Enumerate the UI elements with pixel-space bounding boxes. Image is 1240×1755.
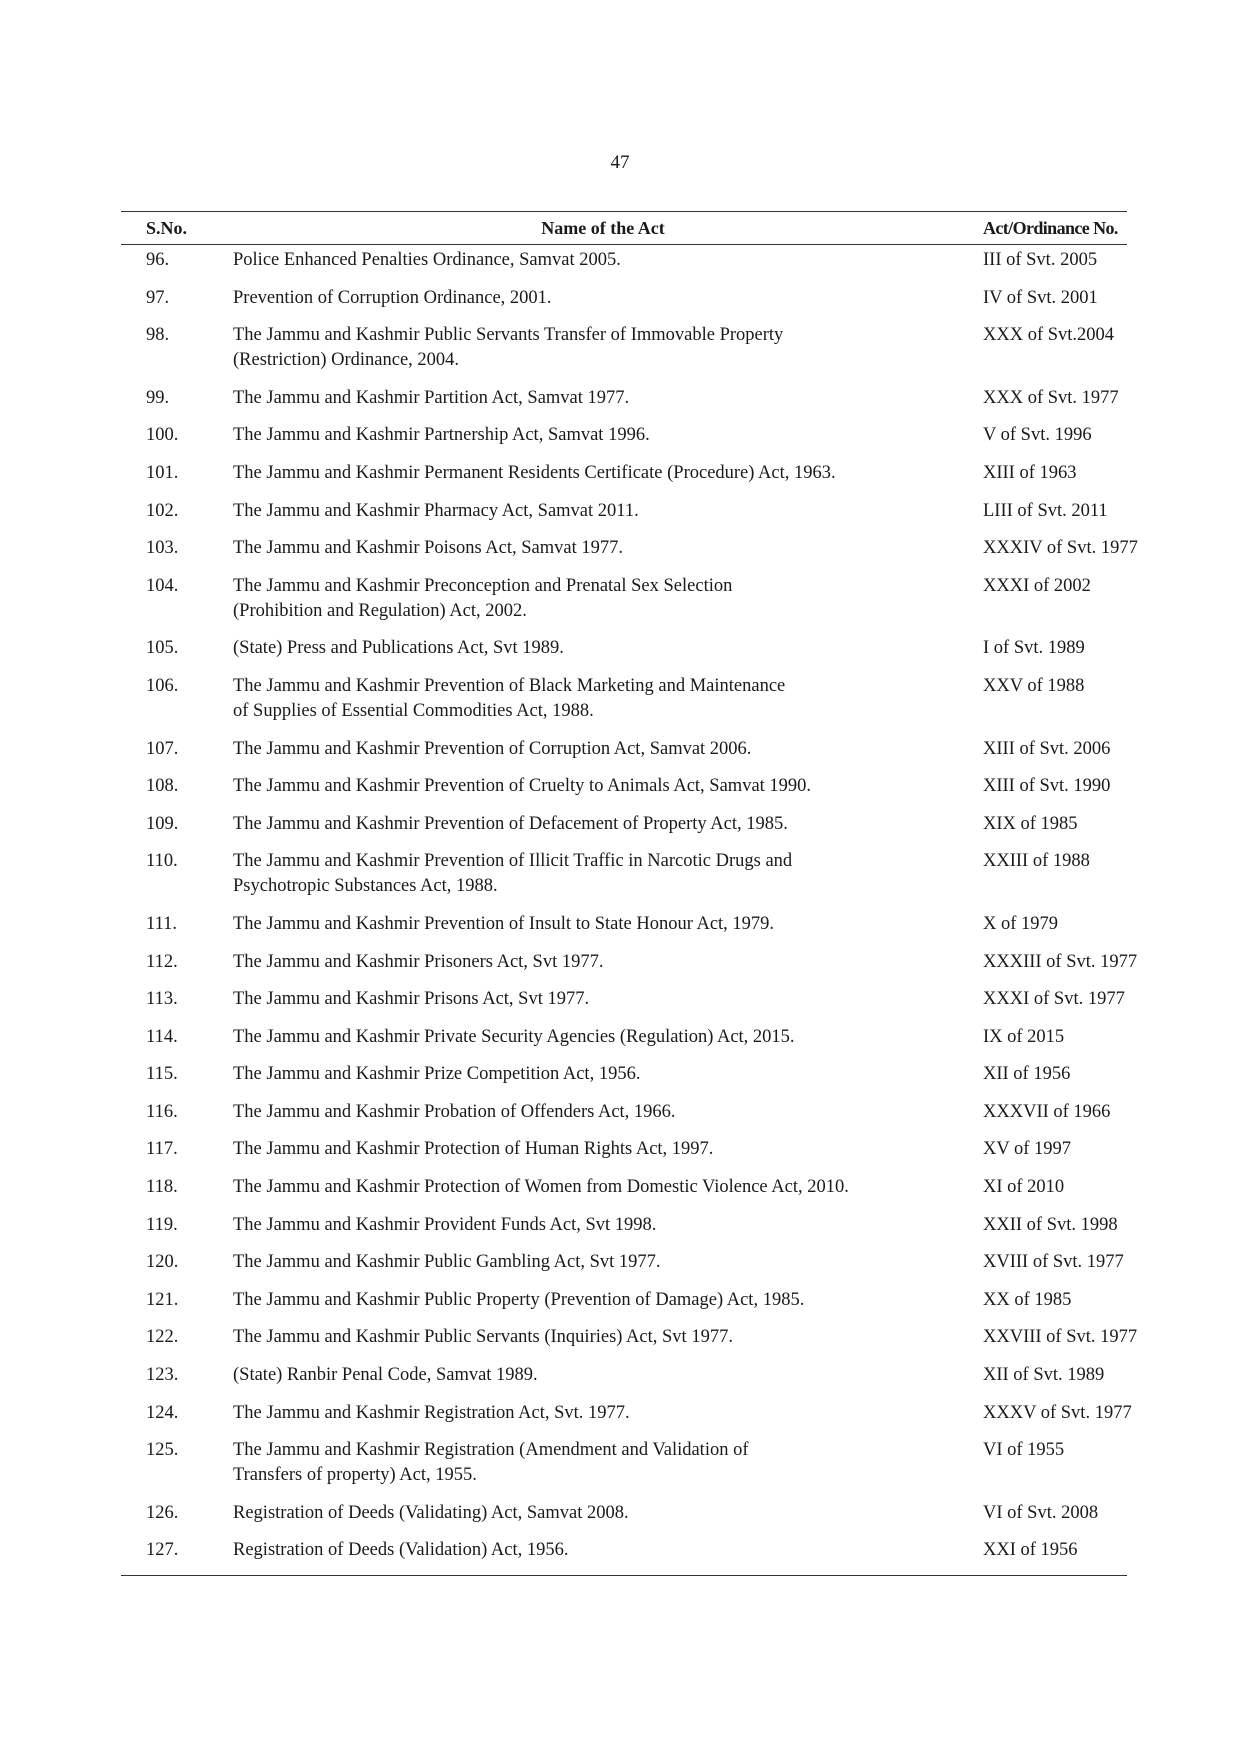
act-name-line: The Jammu and Kashmir Probation of Offenders Act, 1966.	[233, 1101, 676, 1122]
row-act-number: LIII of Svt. 2011	[983, 500, 1108, 521]
row-sno: 125.	[146, 1440, 179, 1461]
acts-table	[121, 211, 1138, 1576]
row-act-number: VI of 1955	[983, 1440, 1065, 1461]
row-act-number: XV of 1997	[983, 1139, 1072, 1160]
row-act-number: XXX of Svt.2004	[983, 325, 1115, 346]
row-sno: 120.	[146, 1252, 179, 1273]
row-sno: 113.	[146, 989, 178, 1010]
row-act-name	[233, 423, 953, 448]
row-sno: 112.	[146, 951, 178, 972]
table-row	[121, 1100, 1127, 1125]
table-row	[121, 1137, 1127, 1162]
table-row	[121, 812, 1127, 837]
row-act-number: XIX of 1985	[983, 813, 1078, 834]
act-name-line: The Jammu and Kashmir Protection of Human Rights Act, 1997.	[233, 1139, 714, 1160]
row-sno: 118.	[146, 1177, 178, 1198]
row-act-number: XIII of Svt. 2006	[983, 738, 1111, 759]
row-act-number: XXI of 1956	[983, 1540, 1078, 1561]
row-act-number: IX of 2015	[983, 1026, 1065, 1047]
row-act-number: IV of Svt. 2001	[983, 287, 1098, 308]
act-name-line: The Jammu and Kashmir Provident Funds Act, Svt 1998.	[233, 1214, 657, 1235]
table-row	[121, 987, 1127, 1012]
act-name-line: The Jammu and Kashmir Protection of Women from Domestic Violence Act, 2010.	[233, 1177, 849, 1198]
table-header	[121, 211, 1127, 245]
row-sno: 102.	[146, 500, 179, 521]
row-sno: 124.	[146, 1402, 179, 1423]
row-act-name	[233, 1363, 953, 1388]
row-act-name	[233, 248, 953, 273]
act-name-line: The Jammu and Kashmir Public Gambling Act, Svt 1977.	[233, 1252, 661, 1273]
row-sno: 110.	[146, 851, 178, 872]
row-act-number: V of Svt. 1996	[983, 425, 1092, 446]
act-name-line: The Jammu and Kashmir Permanent Residents Certificate (Procedure) Act, 1963.	[233, 462, 836, 483]
row-sno: 121.	[146, 1289, 179, 1310]
row-sno: 115.	[146, 1064, 178, 1085]
table-row	[121, 1325, 1138, 1350]
row-act-name	[233, 323, 953, 373]
row-act-number: XXIII of 1988	[983, 851, 1090, 872]
row-act-name	[233, 574, 953, 624]
row-sno: 123.	[146, 1365, 179, 1386]
row-act-name	[233, 1137, 953, 1162]
row-act-number: I of Svt. 1989	[983, 638, 1085, 659]
table-row	[121, 1438, 1127, 1488]
row-act-number: XXV of 1988	[983, 675, 1085, 696]
table-row	[121, 1363, 1127, 1388]
row-act-name	[233, 386, 953, 411]
act-name-line: The Jammu and Kashmir Registration (Amendment and Validation of	[233, 1440, 749, 1461]
table-row	[121, 499, 1127, 524]
row-sno: 126.	[146, 1502, 179, 1523]
table-row	[121, 1401, 1132, 1426]
row-act-name	[233, 1325, 953, 1350]
row-sno: 111.	[146, 913, 178, 934]
table-row	[121, 1175, 1127, 1200]
row-act-number: III of Svt. 2005	[983, 250, 1098, 270]
page-number: 47	[610, 152, 630, 173]
table-row	[121, 286, 1127, 311]
act-name-line: Police Enhanced Penalties Ordinance, Samvat 2005.	[233, 250, 621, 270]
row-sno: 98.	[146, 325, 170, 346]
act-name-line: Registration of Deeds (Validation) Act, 1956.	[233, 1540, 569, 1561]
row-act-name	[233, 1062, 953, 1087]
row-act-number: XII of Svt. 1989	[983, 1365, 1105, 1386]
table-row	[121, 674, 1127, 724]
row-act-number: XX of 1985	[983, 1289, 1072, 1310]
row-act-name	[233, 849, 953, 899]
act-name-line: The Jammu and Kashmir Partition Act, Samvat 1977.	[233, 387, 630, 408]
row-sno: 100.	[146, 425, 179, 446]
row-act-name	[233, 636, 953, 661]
row-act-name	[233, 674, 953, 724]
table-row	[121, 423, 1127, 448]
act-name-line: The Jammu and Kashmir Prisons Act, Svt 1977.	[233, 989, 590, 1010]
row-act-number: XII of 1956	[983, 1064, 1071, 1085]
row-sno: 107.	[146, 738, 179, 759]
act-name-line: The Jammu and Kashmir Prevention of Black Marketing and Maintenance	[233, 675, 786, 696]
table-row	[121, 1538, 1127, 1563]
act-name-line: The Jammu and Kashmir Poisons Act, Samvat 1977.	[233, 538, 624, 559]
row-act-number: XXXV of Svt. 1977	[983, 1402, 1132, 1423]
row-sno: 117.	[146, 1139, 178, 1160]
row-act-number: XXVIII of Svt. 1977	[983, 1327, 1138, 1348]
row-act-number: XXXIV of Svt. 1977	[983, 538, 1138, 559]
act-name-line: (Prohibition and Regulation) Act, 2002.	[233, 600, 527, 621]
row-act-number: XI of 2010	[983, 1177, 1065, 1198]
row-act-name	[233, 987, 953, 1012]
row-act-name	[233, 1100, 953, 1125]
row-sno: 105.	[146, 638, 179, 659]
row-act-name	[233, 1288, 953, 1313]
row-act-number: XXX of Svt. 1977	[983, 387, 1119, 408]
act-name-line: The Jammu and Kashmir Public Property (Prevention of Damage) Act, 1985.	[233, 1289, 805, 1310]
row-act-name	[233, 499, 953, 524]
row-act-number: XIII of 1963	[983, 462, 1077, 483]
table-row	[121, 849, 1127, 899]
row-act-name	[233, 774, 953, 799]
table-row	[121, 1062, 1127, 1087]
row-act-number: VI of Svt. 2008	[983, 1502, 1099, 1523]
row-act-name	[233, 536, 953, 561]
row-sno: 116.	[146, 1101, 178, 1122]
table-row	[121, 1025, 1127, 1050]
row-act-name	[233, 1025, 953, 1050]
table-row	[121, 1213, 1127, 1238]
act-name-line: The Jammu and Kashmir Preconception and Prenatal Sex Selection	[233, 575, 733, 596]
row-sno: 96.	[146, 250, 170, 270]
table-body	[121, 245, 1138, 1576]
act-name-line: The Jammu and Kashmir Partnership Act, Samvat 1996.	[233, 425, 650, 446]
table-row	[121, 574, 1127, 624]
row-act-name	[233, 912, 953, 937]
row-act-name	[233, 1175, 953, 1200]
act-name-line: Transfers of property) Act, 1955.	[233, 1465, 477, 1486]
row-act-number: X of 1979	[983, 913, 1059, 934]
row-sno: 99.	[146, 387, 170, 408]
row-act-number: XXXI of Svt. 1977	[983, 989, 1125, 1010]
row-sno: 109.	[146, 813, 179, 834]
act-name-line: of Supplies of Essential Commodities Act, 1988.	[233, 700, 594, 721]
row-sno: 122.	[146, 1327, 179, 1348]
row-sno: 127.	[146, 1540, 179, 1561]
act-name-line: The Jammu and Kashmir Prevention of Defacement of Property Act, 1985.	[233, 813, 788, 834]
act-name-line: The Jammu and Kashmir Public Servants (Inquiries) Act, Svt 1977.	[233, 1327, 733, 1348]
act-name-line: The Jammu and Kashmir Prisoners Act, Svt 1977.	[233, 951, 604, 972]
row-act-name	[233, 1213, 953, 1238]
act-name-line: (State) Ranbir Penal Code, Samvat 1989.	[233, 1365, 538, 1386]
act-name-line: The Jammu and Kashmir Public Servants Transfer of Immovable Property	[233, 325, 784, 346]
header-act-number: Act/Ordinance No.	[983, 217, 1118, 238]
act-name-line: The Jammu and Kashmir Prevention of Insult to State Honour Act, 1979.	[233, 913, 775, 934]
row-act-name	[233, 461, 953, 486]
row-act-name	[233, 1438, 953, 1488]
act-name-line: Psychotropic Substances Act, 1988.	[233, 876, 498, 897]
row-act-name	[233, 737, 953, 762]
table-row	[121, 1501, 1127, 1526]
row-act-name	[233, 1501, 953, 1526]
table-row	[121, 536, 1138, 561]
act-name-line: The Jammu and Kashmir Private Security Agencies (Regulation) Act, 2015.	[233, 1026, 795, 1047]
row-sno: 114.	[146, 1026, 178, 1047]
act-name-line: The Jammu and Kashmir Pharmacy Act, Samvat 2011.	[233, 500, 639, 521]
row-act-name	[233, 950, 953, 975]
act-name-line: (Restriction) Ordinance, 2004.	[233, 350, 460, 371]
act-name-line: The Jammu and Kashmir Prevention of Illicit Traffic in Narcotic Drugs and	[233, 851, 793, 872]
table-row	[121, 386, 1127, 411]
row-sno: 106.	[146, 675, 179, 696]
row-act-number: XXXVII of 1966	[983, 1101, 1111, 1122]
act-name-line: (State) Press and Publications Act, Svt 1989.	[233, 638, 564, 659]
act-name-line: The Jammu and Kashmir Prevention of Corruption Act, Samvat 2006.	[233, 738, 752, 759]
act-name-line: The Jammu and Kashmir Registration Act, Svt. 1977.	[233, 1402, 630, 1423]
act-name-line: The Jammu and Kashmir Prevention of Cruelty to Animals Act, Samvat 1990.	[233, 776, 812, 797]
table-row	[121, 248, 1127, 273]
table-row	[121, 737, 1127, 762]
row-act-number: XXXI of 2002	[983, 575, 1091, 596]
table-row	[121, 950, 1138, 975]
act-name-line: Registration of Deeds (Validating) Act, Samvat 2008.	[233, 1502, 629, 1523]
row-act-number: XIII of Svt. 1990	[983, 776, 1111, 797]
table-row	[121, 912, 1127, 937]
row-act-name	[233, 812, 953, 837]
table-row	[121, 461, 1127, 486]
row-sno: 119.	[146, 1214, 178, 1235]
header-name: Name of the Act	[541, 217, 665, 238]
row-act-name	[233, 1401, 953, 1426]
row-sno: 97.	[146, 287, 170, 308]
row-act-number: XXII of Svt. 1998	[983, 1214, 1118, 1235]
row-sno: 101.	[146, 462, 179, 483]
act-name-line: Prevention of Corruption Ordinance, 2001.	[233, 287, 552, 308]
table-row	[121, 636, 1127, 661]
table-row	[121, 1250, 1127, 1275]
row-act-number: XVIII of Svt. 1977	[983, 1252, 1124, 1273]
row-act-number: XXXIII of Svt. 1977	[983, 951, 1138, 972]
row-sno: 104.	[146, 575, 179, 596]
row-act-name	[233, 1250, 953, 1275]
header-sno: S.No.	[146, 217, 188, 238]
table-row	[121, 1288, 1127, 1313]
row-act-name	[233, 286, 953, 311]
row-sno: 103.	[146, 538, 179, 559]
row-act-name	[233, 1538, 953, 1563]
table-row	[121, 774, 1127, 799]
row-sno: 108.	[146, 776, 179, 797]
table-row	[121, 323, 1127, 373]
act-name-line: The Jammu and Kashmir Prize Competition Act, 1956.	[233, 1064, 641, 1085]
